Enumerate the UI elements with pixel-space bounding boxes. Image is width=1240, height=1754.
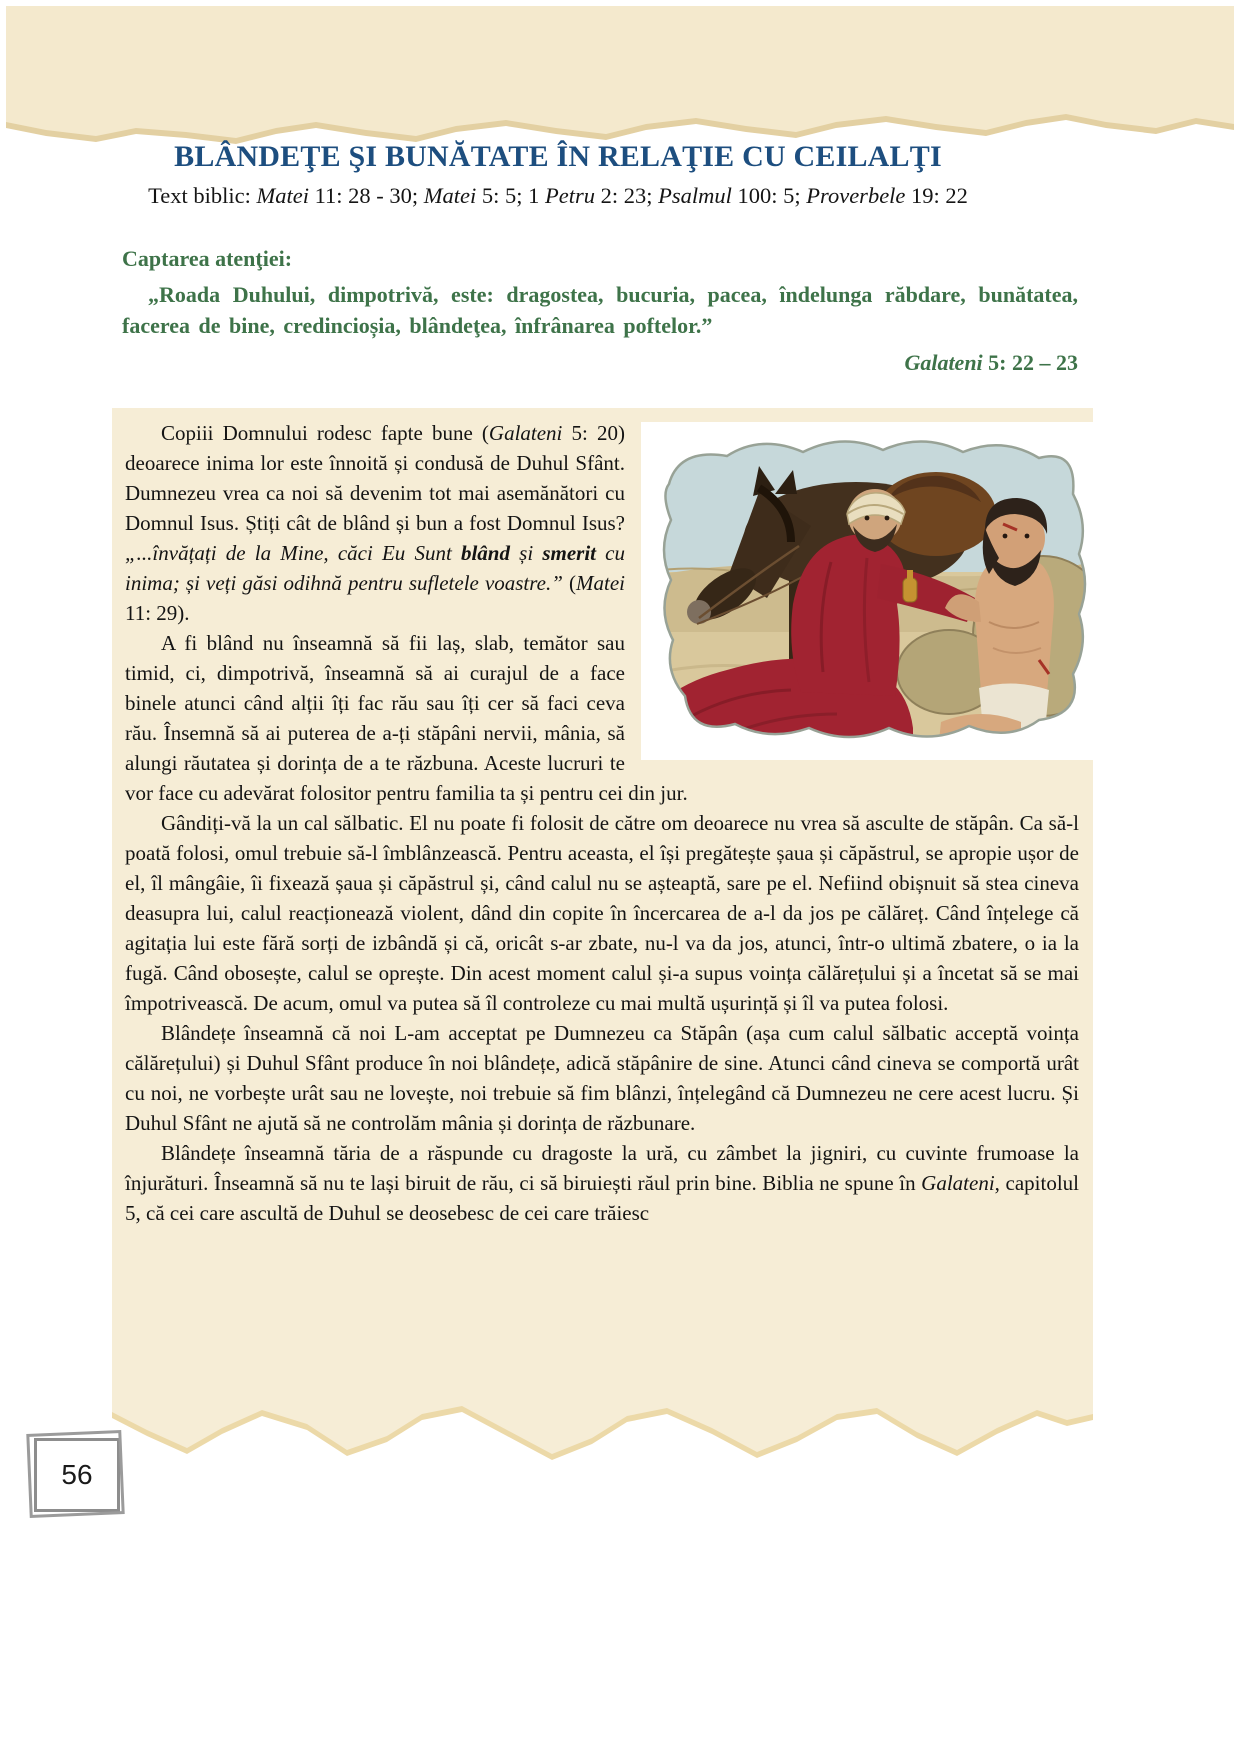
lesson-text xyxy=(112,408,1093,1228)
paragraph-5: Blândețe înseamnă tăria de a răspunde cu dragoste la ură, cu zâmbet la jigniri, cu cuvinte frumoase la înjurături. Înseamnă să nu te lași biruit de rău, ci să biruiești răul prin bine. Biblia ne spune în Galateni, capitolul 5, că cei care ascultă de Duhul se deosebesc de cei care trăiesc xyxy=(125,1141,1079,1225)
attention-label: Captarea atenţiei: xyxy=(122,246,293,271)
lesson-text-block xyxy=(112,408,1093,1384)
paragraph-4: Blândețe înseamnă că noi L-am acceptat pe Dumnezeu ca Stăpân (așa cum calul sălbatic acceptă voința călărețului) și Duhul Sfânt produce în noi blândețe, adică stăpânire de sine. Atunci când cineva se comportă urât cu noi, ne vorbește urât sau ne lovește, noi trebuie să fim blânzi, înțelegând că Dumnezeu ne cere acest lucru. Și Duhul Sfânt ne ajută să ne controlăm mânia și dorința de răzbunare. xyxy=(125,1021,1079,1135)
illustration-drawing xyxy=(641,422,1093,760)
header xyxy=(112,140,1004,209)
attention-section xyxy=(122,246,1078,376)
page-title: BLÂNDEŢE ŞI BUNĂTATE ÎN RELAŢIE CU CEILALŢI xyxy=(174,140,942,173)
page-number-box xyxy=(34,1438,120,1512)
torn-paper-edge xyxy=(112,1384,1093,1479)
paragraph-1: Copiii Domnului rodesc fapte bune (Galateni 5: 20) deoarece inima lor este înnoită și condusă de Duhul Sfânt. Dumnezeu vrea ca noi să devenim tot mai asemănători cu Domnul Isus. Știți cât de blând și bun a fost Domnul Isus? „...învățați de la Mine, căci Eu Sunt blând și smerit cu inima; și veți găsi odihnă pentru sufletele voastre.” (Matei 11: 29). xyxy=(125,421,626,625)
torn-parchment-band xyxy=(6,6,1234,152)
paragraph-3: Gândiți-vă la un cal sălbatic. El nu poate fi folosit de către om deoarece nu vrea să asculte de stăpân. Ca să-l poată folosi, omul trebuie să-l îmblânzească. Pentru aceasta, el își pregătește șaua și căpăstrul, se apropie ușor de el, îl mângâie, îi fixează șaua și căpăstrul și, când calul nu se așteaptă, sare pe el. Nefiind obișnuit să stea cineva deasupra lui, calul reacționează violent, dând din copite în încercarea de a-l da jos pe călăreț. Când înțelege că agitația lui este fără sorți de izbândă și că, oricât s-ar zbate, nu-l va da jos, atunci, într-o ultimă zbatere, o ia la fugă. Când obosește, calul se oprește. Din acest moment calul și-a supus voința călărețului și a încetat să se mai împotrivească. De acum, omul va putea să îl controleze cu mai multă ușurință și îl va putea folosi. xyxy=(125,811,1079,1015)
attention-quote: „Roada Duhului, dimpotrivă, este: dragostea, bucuria, pacea, îndelunga răbdare, bunătatea, facerea de bine, credincioșia, blândeţea, înfrânarea poftelor.” xyxy=(122,282,1078,338)
scripture-reference-line: Text biblic: Matei 11: 28 - 30; Matei 5: 5; 1 Petru 2: 23; Psalmul 100: 5; Proverbele 19: 22 xyxy=(148,183,968,208)
attention-reference: Galateni 5: 22 – 23 xyxy=(904,350,1078,375)
paragraph-2: A fi blând nu înseamnă să fii laș, slab, temător sau timid, ci, dimpotrivă, înseamnă să ai curajul de a face binele atunci când alții îți fac rău sau îți cer să faci ceva rău. Însemnă să ai puterea de a-ți stăpâni nervii, mânia, să alungi răutatea și dorința de a te răzbuna. Aceste lucruri te vor face cu adevărat folositor pentru familia ta și pentru cei din jur. xyxy=(125,631,688,805)
good-samaritan-illustration xyxy=(641,422,1093,760)
oil-flask xyxy=(903,578,917,602)
page-number: 56 xyxy=(61,1459,93,1490)
tear xyxy=(112,1384,1093,1454)
